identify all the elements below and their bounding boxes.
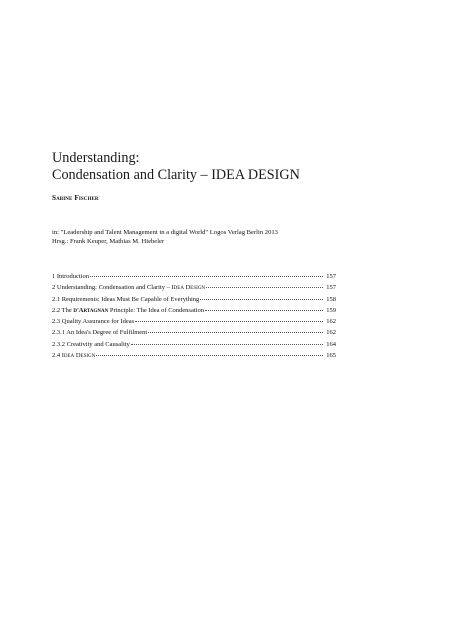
source-citation-line-2: Hrsg.: Frank Keuper, Mathias M. Hiebeler xyxy=(52,237,165,245)
toc-entry-page: 159 xyxy=(326,306,336,314)
toc-entry-label: 2.3 Quality Assurance for Ideas xyxy=(52,318,135,326)
source-citation-line-1: in: "Leadership and Talent Management in a digital World" Logos Verlag Berlin 2013 xyxy=(52,229,278,236)
toc-leader-dots xyxy=(200,292,323,300)
table-of-contents xyxy=(52,270,336,360)
toc-leader-dots xyxy=(96,348,323,356)
toc-leader-dots xyxy=(205,303,323,311)
toc-leader-dots xyxy=(131,337,323,345)
chapter-title xyxy=(52,150,392,184)
chapter-title-line-2: Condensation and Clarity – IDEA DESIGN xyxy=(52,167,300,183)
toc-entry-label: 2 Understanding: Condensation and Clarity – Idea Design xyxy=(52,284,205,292)
toc-entry-label: 2.4 Idea Design xyxy=(52,352,96,360)
toc-entry-label: 2.3.1 An Idea's Degree of Fulfilment xyxy=(52,329,148,337)
toc-entry-page: 157 xyxy=(326,273,336,280)
toc-leader-dots xyxy=(90,269,323,277)
toc-entry-label: 2.3.2 Creativity and Causality xyxy=(52,340,130,348)
chapter-title-line-1: Understanding: xyxy=(52,150,140,166)
toc-entry-label: 2.1 Requirements: Ideas Must Be Capable of Everything xyxy=(52,295,200,303)
author-name: Sabine Fischer xyxy=(52,194,99,202)
toc-entry-page: 162 xyxy=(326,329,336,337)
toc-entry-label: 2.2 The d'Artagnan Principle: The Idea of Condensation xyxy=(52,306,204,314)
toc-entry-page: 162 xyxy=(326,318,336,326)
toc-entry-page: 158 xyxy=(326,295,336,303)
toc-entry-page: 164 xyxy=(326,340,336,348)
toc-leader-dots xyxy=(135,314,323,322)
source-citation xyxy=(52,229,278,246)
toc-entry-page: 165 xyxy=(326,352,336,360)
toc-entry-label: 1 Introduction xyxy=(52,273,90,280)
toc-leader-dots xyxy=(148,325,323,333)
toc-entry[interactable] xyxy=(52,349,336,360)
toc-leader-dots xyxy=(206,280,323,288)
toc-entry-page: 157 xyxy=(326,284,336,292)
